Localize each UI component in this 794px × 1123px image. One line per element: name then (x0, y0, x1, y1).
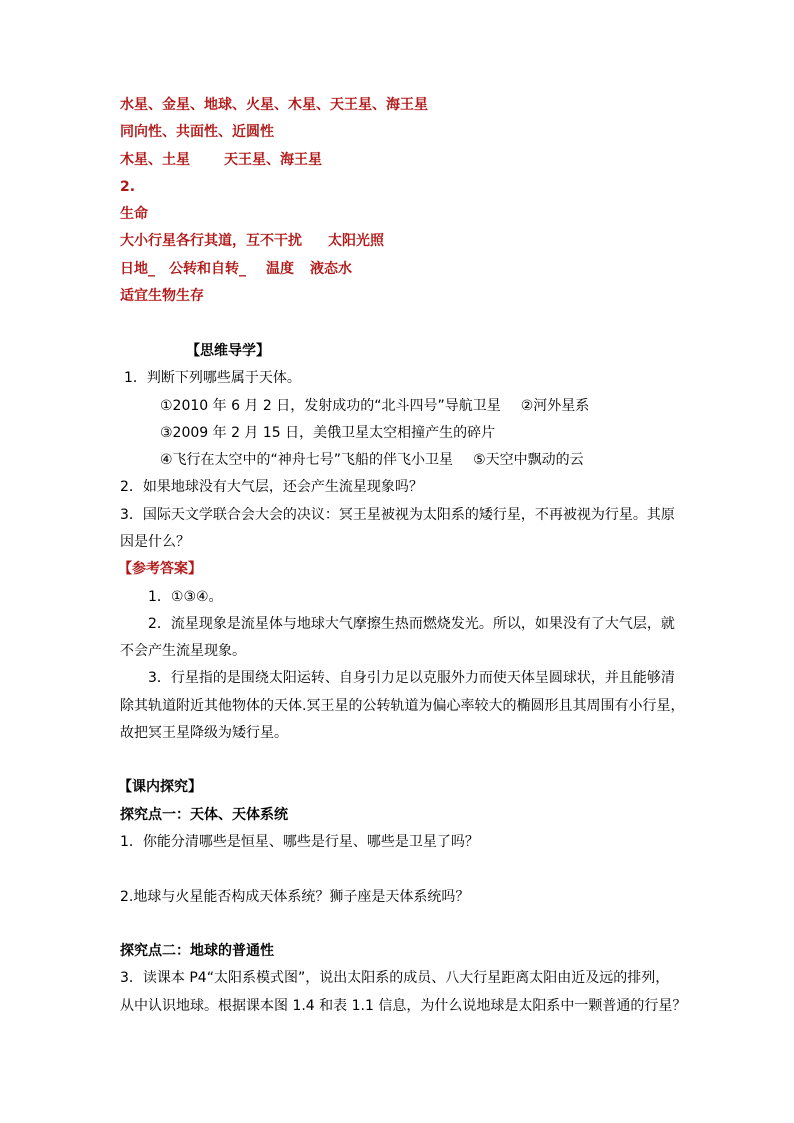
reference-answer-3-line-2: 除其轨道附近其他物体的天体.冥王星的公转轨道为偏心率较大的椭圆形且其周围有小行星， (120, 698, 685, 714)
thinking-option-3: ③2009 年 2 月 15 日，美俄卫星太空相撞产生的碎片 (160, 425, 496, 441)
answer-line-7-part-b: 公转和自转_ (169, 261, 246, 277)
answer-line-6 (120, 231, 384, 251)
explore-header: 【课内探究】 (118, 779, 202, 795)
thinking-option-2: ②河外星系 (520, 398, 590, 414)
thinking-question-3-line-2: 因是什么？ (120, 534, 190, 550)
answer-line-8: 适宜生物生存 (120, 288, 204, 304)
answer-line-7-part-d: 液态水 (310, 261, 352, 277)
thinking-option-1: ①2010 年 6 月 2 日，发射成功的“北斗四号”导航卫星 (160, 398, 501, 414)
reference-answer-2-line-1: 2．流星现象是流星体与地球大气摩擦生热而燃烧发光。所以，如果没有了大气层，就 (148, 616, 675, 632)
reference-answer-3-line-1: 3．行星指的是围绕太阳运转、自身引力足以克服外力而使天体呈圆球状，并且能够清 (148, 670, 675, 686)
answer-line-5: 生命 (120, 206, 148, 222)
thinking-option-row-3 (160, 450, 584, 470)
explore-point-1: 探究点一：天体、天体系统 (120, 807, 288, 823)
thinking-option-5: ⑤天空中飘动的云 (473, 452, 584, 468)
answer-line-4: 2. (120, 179, 136, 195)
thinking-question-1: 1．判断下列哪些属于天体。 (124, 370, 301, 386)
answer-line-2: 同向性、共面性、近圆性 (120, 124, 274, 140)
thinking-option-4: ④飞行在太空中的“神舟七号”飞船的伴飞小卫星 (160, 452, 454, 468)
explore-point-1-question-2: 2.地球与火星能否构成天体系统？狮子座是天体系统吗？ (120, 889, 470, 905)
reference-answer-2-line-2: 不会产生流星现象。 (120, 643, 246, 659)
thinking-header: 【思维导学】 (186, 343, 270, 359)
explore-point-2-question-3-line-2: 从中认识地球。根据课本图 1.4 和表 1.1 信息，为什么说地球是太阳系中一颗普通的行星？ (120, 998, 687, 1014)
reference-answer-3-line-3: 故把冥王星降级为矮行星。 (120, 725, 288, 741)
answer-line-3-part-b: 天王星、海王星 (224, 152, 322, 168)
answer-line-3-part-a: 木星、土星 (120, 152, 190, 168)
explore-point-2-question-3-line-1: 3．读课本 P4“太阳系模式图”，说出太阳系的成员、八大行星距离太阳由近及远的排列， (120, 970, 670, 986)
answer-line-7-part-a: 日地_ (120, 261, 155, 277)
explore-point-1-question-1: 1．你能分清哪些是恒星、哪些是行星、哪些是卫星了吗？ (120, 834, 479, 850)
reference-header: 【参考答案】 (118, 561, 202, 577)
thinking-question-2: 2．如果地球没有大气层，还会产生流星现象吗？ (120, 479, 423, 495)
reference-answer-1: 1．①③④。 (148, 589, 223, 605)
answer-line-1: 水星、金星、地球、火星、木星、天王星、海王星 (120, 97, 428, 113)
answer-line-7 (120, 259, 352, 279)
answer-line-3 (120, 150, 322, 170)
answer-line-7-part-c: 温度 (266, 261, 294, 277)
thinking-option-row-1 (160, 396, 589, 416)
answer-line-6-part-b: 太阳光照 (328, 233, 384, 249)
answer-line-6-part-a: 大小行星各行其道，互不干扰 (120, 233, 302, 249)
explore-point-2: 探究点二：地球的普通性 (120, 943, 274, 959)
thinking-question-3-line-1: 3．国际天文学联合会大会的决议：冥王星被视为太阳系的矮行星，不再被视为行星。其原 (120, 507, 675, 523)
